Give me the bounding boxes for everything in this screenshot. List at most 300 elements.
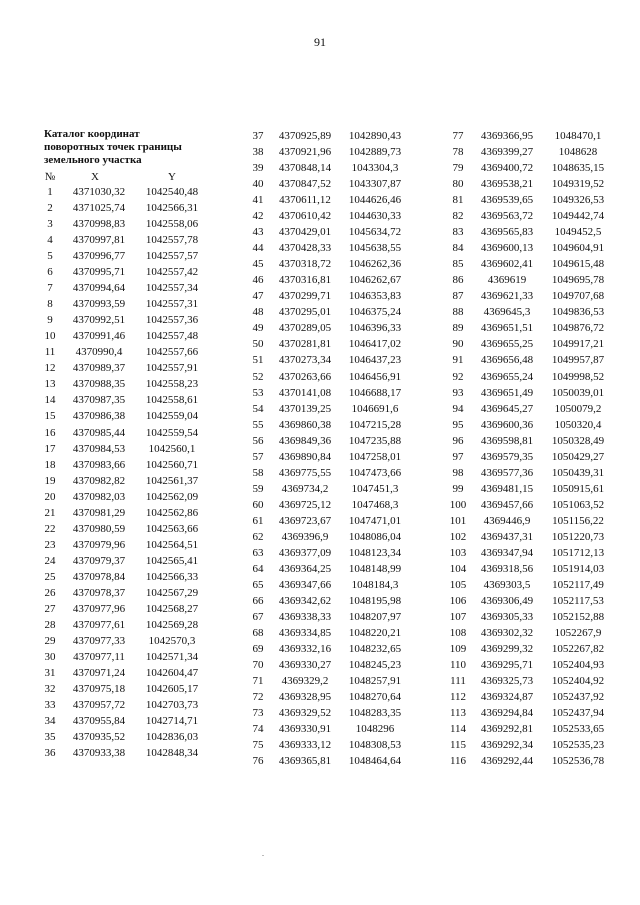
point-number: 17 (44, 442, 56, 455)
y-coordinate: 1042560,71 (145, 458, 199, 471)
point-number: 40 (252, 178, 264, 191)
x-coordinate: 4370316,81 (278, 274, 332, 287)
y-coordinate: 1042557,78 (145, 234, 199, 247)
y-coordinate: 1047468,3 (351, 498, 399, 511)
y-coordinate: 1042557,48 (145, 330, 199, 343)
point-number: 106 (449, 594, 467, 607)
x-coordinate: 4370985,44 (72, 426, 126, 439)
point-number: 87 (452, 290, 464, 303)
y-coordinate: 1042566,33 (145, 570, 199, 583)
point-number: 2 (47, 202, 53, 214)
x-coordinate: 4369305,33 (480, 610, 534, 623)
point-number: 54 (252, 402, 264, 415)
y-coordinate: 1048195,98 (348, 594, 402, 607)
y-coordinate: 1042564,51 (145, 538, 199, 551)
x-coordinate: 4369347,94 (480, 546, 534, 559)
y-coordinate: 1050439,31 (551, 466, 605, 479)
point-number: 98 (452, 466, 464, 479)
y-coordinate: 1047258,01 (348, 450, 402, 463)
x-coordinate: 4370982,82 (72, 474, 126, 487)
y-coordinate: 1042557,57 (145, 250, 199, 263)
x-coordinate: 4370980,59 (72, 522, 126, 535)
point-number: 112 (449, 691, 467, 704)
point-number: 58 (252, 466, 264, 479)
point-number: 41 (252, 194, 264, 207)
point-number: 18 (44, 458, 56, 471)
x-coordinate: 4369725,12 (278, 498, 332, 511)
x-coordinate: 4369295,71 (480, 659, 534, 671)
point-number: 44 (252, 242, 264, 255)
x-coordinate: 4369330,27 (278, 659, 332, 671)
point-number: 32 (44, 682, 56, 695)
point-number: 63 (252, 546, 264, 559)
point-number: 24 (44, 554, 56, 567)
y-coordinate: 1048123,34 (348, 546, 402, 559)
y-coordinate: 1042605,17 (145, 682, 199, 695)
y-coordinate: 1045638,55 (348, 242, 402, 255)
x-coordinate: 4369292,34 (480, 739, 534, 752)
point-number: 11 (44, 346, 56, 359)
y-coordinate: 1049326,53 (551, 194, 605, 207)
x-coordinate: 4369328,95 (278, 691, 332, 704)
x-coordinate: 4370979,96 (72, 538, 126, 551)
x-coordinate: 4369651,49 (480, 386, 534, 399)
y-coordinate: 1050039,01 (551, 386, 605, 399)
y-coordinate: 1052533,65 (551, 723, 605, 736)
y-coordinate: 1051220,73 (551, 530, 605, 543)
point-number: 100 (449, 498, 467, 511)
y-coordinate: 1042557,42 (145, 266, 199, 279)
x-coordinate: 4369318,56 (480, 562, 534, 575)
x-coordinate: 4369446,9 (483, 514, 531, 527)
point-number: 83 (452, 226, 464, 239)
x-coordinate: 4370998,83 (72, 218, 126, 231)
point-number: 29 (44, 634, 56, 647)
y-coordinate: 1052535,23 (551, 739, 605, 752)
y-coordinate: 1042557,36 (145, 314, 199, 327)
point-number: 19 (44, 474, 56, 487)
x-coordinate: 4370977,96 (72, 602, 126, 615)
y-coordinate: 1042890,43 (348, 130, 402, 142)
x-coordinate: 4370986,38 (72, 410, 126, 423)
point-number: 31 (44, 666, 56, 679)
point-number: 5 (47, 250, 53, 263)
point-number: 16 (44, 426, 56, 439)
x-coordinate: 4369324,87 (480, 691, 534, 704)
point-number: 1 (47, 186, 53, 198)
x-coordinate: 4370611,12 (279, 194, 331, 207)
point-number: 92 (452, 370, 464, 383)
x-coordinate: 4369302,32 (480, 626, 534, 639)
x-coordinate: 4370975,18 (72, 682, 126, 695)
x-coordinate: 4370977,11 (73, 650, 125, 663)
page-number: 91 (314, 35, 326, 49)
point-number: 80 (452, 178, 464, 191)
x-coordinate: 4370295,01 (278, 306, 332, 319)
x-coordinate: 4369365,81 (278, 755, 332, 768)
point-number: 89 (452, 322, 464, 335)
y-coordinate: 1049957,87 (551, 354, 605, 367)
x-coordinate: 4370933,38 (72, 747, 126, 760)
point-number: 14 (44, 394, 56, 407)
x-coordinate: 4370935,52 (72, 731, 126, 743)
point-number: 30 (44, 650, 56, 663)
point-number: 111 (450, 675, 466, 687)
column-header-x: X (91, 171, 99, 183)
x-coordinate: 4370955,84 (72, 715, 126, 727)
point-number: 107 (449, 610, 467, 623)
y-coordinate: 1049707,68 (551, 290, 605, 303)
point-number: 42 (252, 210, 264, 223)
point-number: 110 (449, 659, 467, 671)
point-number: 49 (252, 322, 264, 335)
y-coordinate: 1042566,31 (145, 202, 199, 214)
x-coordinate: 4369342,62 (278, 594, 332, 607)
y-coordinate: 1049319,52 (551, 178, 605, 191)
point-number: 113 (449, 707, 467, 720)
point-number: 45 (252, 258, 264, 271)
point-number: 36 (44, 747, 56, 760)
point-number: 97 (452, 450, 464, 463)
point-number: 39 (252, 162, 264, 175)
x-coordinate: 4369734,2 (281, 482, 329, 495)
y-coordinate: 1042559,04 (145, 410, 199, 423)
x-coordinate: 4370990,4 (75, 346, 123, 359)
x-coordinate: 4369563,72 (480, 210, 534, 223)
y-coordinate: 1043304,3 (351, 162, 399, 175)
x-coordinate: 4369299,32 (480, 643, 534, 655)
x-coordinate: 4369651,51 (480, 322, 534, 335)
y-coordinate: 1050320,4 (554, 418, 602, 431)
y-coordinate: 1048232,65 (348, 643, 402, 655)
x-coordinate: 4369332,16 (278, 643, 332, 655)
catalog-heading (44, 128, 214, 167)
x-coordinate: 4370971,24 (72, 666, 126, 679)
x-coordinate: 4370263,66 (278, 370, 332, 383)
point-number: 109 (449, 643, 467, 655)
point-number: 3 (47, 218, 53, 231)
x-coordinate: 4369656,48 (480, 354, 534, 367)
x-coordinate: 4369292,44 (480, 755, 534, 768)
x-coordinate: 4370989,37 (72, 362, 126, 375)
x-coordinate: 4369366,95 (480, 130, 534, 142)
y-coordinate: 1042558,23 (145, 378, 199, 391)
y-coordinate: 1042557,91 (145, 362, 199, 375)
x-coordinate: 4370957,72 (72, 699, 126, 711)
x-coordinate: 4370988,35 (72, 378, 126, 391)
point-number: 114 (449, 723, 467, 736)
y-coordinate: 1050328,49 (551, 434, 605, 447)
x-coordinate: 4369325,73 (480, 675, 534, 687)
x-coordinate: 4369330,91 (278, 723, 332, 736)
y-coordinate: 1042571,34 (145, 650, 199, 663)
y-coordinate: 1045634,72 (348, 226, 402, 239)
catalog-heading-line: земельного участка (44, 154, 142, 166)
point-number: 6 (47, 266, 53, 279)
y-coordinate: 1048628 (558, 146, 598, 158)
point-number: 57 (252, 450, 264, 463)
x-coordinate: 4370610,42 (278, 210, 332, 223)
x-coordinate: 4369306,49 (480, 594, 534, 607)
point-number: 22 (44, 522, 56, 535)
point-number: 12 (44, 362, 56, 375)
x-coordinate: 4369399,27 (480, 146, 534, 158)
x-coordinate: 4370921,96 (278, 146, 332, 158)
x-coordinate: 4370984,53 (72, 442, 126, 455)
point-number: 37 (252, 130, 264, 142)
x-coordinate: 4369849,36 (278, 434, 332, 447)
x-coordinate: 4369860,38 (278, 418, 332, 431)
y-coordinate: 1046375,24 (348, 306, 402, 319)
x-coordinate: 4370977,33 (72, 634, 126, 647)
point-number: 91 (452, 354, 464, 367)
y-coordinate: 1048086,04 (348, 530, 402, 543)
point-number: 81 (452, 194, 464, 207)
x-coordinate: 4369347,66 (278, 578, 332, 591)
y-coordinate: 1042557,66 (145, 346, 199, 359)
y-coordinate: 1050429,27 (551, 450, 605, 463)
point-number: 56 (252, 434, 264, 447)
x-coordinate: 4370981,29 (72, 506, 126, 519)
x-coordinate: 4370281,81 (278, 338, 332, 351)
y-coordinate: 1042604,47 (145, 666, 199, 679)
y-coordinate: 1048270,64 (348, 691, 402, 704)
point-number: 25 (44, 570, 56, 583)
x-coordinate: 4369329,52 (278, 707, 332, 720)
x-coordinate: 4370994,64 (72, 282, 126, 295)
x-coordinate: 4369600,13 (480, 242, 534, 255)
point-number: 34 (44, 715, 56, 727)
y-coordinate: 1048257,91 (348, 675, 402, 687)
x-coordinate: 4370992,51 (72, 314, 126, 327)
y-coordinate: 1047473,66 (348, 466, 402, 479)
y-coordinate: 1046353,83 (348, 290, 402, 303)
point-number: 13 (44, 378, 56, 391)
y-coordinate: 1049998,52 (551, 370, 605, 383)
point-number: 94 (452, 402, 464, 415)
y-coordinate: 1042558,06 (145, 218, 199, 231)
y-coordinate: 1048470,1 (554, 130, 602, 142)
point-number: 70 (252, 659, 264, 671)
x-coordinate: 4370139,25 (278, 402, 332, 415)
point-number: 71 (252, 675, 264, 687)
y-coordinate: 1052267,82 (551, 643, 605, 655)
y-coordinate: 1048283,35 (348, 707, 402, 720)
catalog-heading-line: поворотных точек границы (44, 141, 182, 153)
point-number: 35 (44, 731, 56, 743)
y-coordinate: 1042559,54 (145, 426, 199, 439)
y-coordinate: 1048308,53 (348, 739, 402, 752)
y-coordinate: 1042567,29 (145, 586, 199, 599)
y-coordinate: 1052404,92 (551, 675, 605, 687)
point-number: 53 (252, 386, 264, 399)
x-coordinate: 4370978,84 (72, 570, 126, 583)
point-number: 60 (252, 498, 264, 511)
y-coordinate: 1049695,78 (551, 274, 605, 287)
y-coordinate: 1051156,22 (552, 514, 604, 527)
y-coordinate: 1048635,15 (551, 162, 605, 175)
column-header-y: Y (168, 171, 176, 183)
x-coordinate: 4371025,74 (72, 202, 126, 214)
y-coordinate: 1048184,3 (351, 578, 399, 591)
point-number: 85 (452, 258, 464, 271)
x-coordinate: 4369481,15 (480, 482, 534, 495)
y-coordinate: 1042569,28 (145, 618, 199, 631)
y-coordinate: 1051914,03 (551, 562, 605, 575)
y-coordinate: 1042889,73 (348, 146, 402, 158)
point-number: 4 (47, 234, 53, 247)
y-coordinate: 1052404,93 (551, 659, 605, 671)
x-coordinate: 4369600,36 (480, 418, 534, 431)
y-coordinate: 1049604,91 (551, 242, 605, 255)
point-number: 102 (449, 530, 467, 543)
y-coordinate: 1048207,97 (348, 610, 402, 623)
point-number: 65 (252, 578, 264, 591)
x-coordinate: 4369437,31 (480, 530, 534, 543)
x-coordinate: 4369890,84 (278, 450, 332, 463)
y-coordinate: 1046688,17 (348, 386, 402, 399)
x-coordinate: 4369292,81 (480, 723, 534, 736)
point-number: 115 (449, 739, 467, 752)
x-coordinate: 4370925,89 (278, 130, 332, 142)
point-number: 108 (449, 626, 467, 639)
point-number: 72 (252, 691, 264, 704)
point-number: 69 (252, 643, 264, 655)
point-number: 74 (252, 723, 264, 736)
y-coordinate: 1046262,36 (348, 258, 402, 271)
point-number: 52 (252, 370, 264, 383)
x-coordinate: 4369565,83 (480, 226, 534, 239)
y-coordinate: 1049836,53 (551, 306, 605, 319)
y-coordinate: 1052536,78 (551, 755, 605, 768)
y-coordinate: 1048148,99 (348, 562, 402, 575)
y-coordinate: 1048245,23 (348, 659, 402, 671)
x-coordinate: 4369577,36 (480, 466, 534, 479)
y-coordinate: 1046417,02 (348, 338, 402, 351)
y-coordinate: 1048220,21 (348, 626, 402, 639)
x-coordinate: 4369539,65 (480, 194, 534, 207)
point-number: 46 (252, 274, 264, 287)
y-coordinate: 1042570,3 (148, 634, 196, 647)
y-coordinate: 1049917,21 (551, 338, 605, 351)
point-number: 10 (44, 330, 56, 343)
y-coordinate: 1042561,37 (145, 474, 199, 487)
point-number: 59 (252, 482, 264, 495)
x-coordinate: 4369775,55 (278, 466, 332, 479)
x-coordinate: 4369333,12 (278, 739, 332, 752)
point-number: 88 (452, 306, 464, 319)
y-coordinate: 1046437,23 (348, 354, 402, 367)
point-number: 7 (47, 282, 53, 295)
point-number: 90 (452, 338, 464, 351)
x-coordinate: 4370993,59 (72, 298, 126, 311)
y-coordinate: 1050915,61 (551, 482, 605, 495)
y-coordinate: 1051712,13 (551, 546, 605, 559)
x-coordinate: 4369655,24 (480, 370, 534, 383)
x-coordinate: 4370977,61 (72, 618, 126, 631)
y-coordinate: 1052267,9 (554, 626, 602, 639)
x-coordinate: 4369723,67 (278, 514, 332, 527)
x-coordinate: 4369400,72 (480, 162, 534, 175)
point-number: 68 (252, 626, 264, 639)
y-coordinate: 1049452,5 (554, 226, 602, 239)
point-number: 43 (252, 226, 264, 239)
point-number: 21 (44, 506, 56, 519)
point-number: 116 (449, 755, 467, 768)
y-coordinate: 1049442,74 (551, 210, 605, 223)
point-number: 9 (47, 314, 53, 327)
point-number: 101 (449, 514, 467, 527)
x-coordinate: 4369579,35 (480, 450, 534, 463)
point-number: 23 (44, 538, 56, 551)
point-number: 61 (252, 514, 264, 527)
x-coordinate: 4369538,21 (480, 178, 534, 191)
point-number: 55 (252, 418, 264, 431)
y-coordinate: 1048296 (355, 723, 395, 736)
x-coordinate: 4370848,14 (278, 162, 332, 175)
point-number: 99 (452, 482, 464, 495)
point-number: 96 (452, 434, 464, 447)
point-number: 33 (44, 699, 56, 711)
y-coordinate: 1042562,86 (145, 506, 199, 519)
y-coordinate: 1046262,67 (348, 274, 402, 287)
y-coordinate: 1042560,1 (148, 442, 196, 455)
y-coordinate: 1042568,27 (145, 602, 199, 615)
y-coordinate: 1048464,64 (348, 755, 402, 768)
point-number: 8 (47, 298, 53, 311)
point-number: 75 (252, 739, 264, 752)
point-number: 73 (252, 707, 264, 720)
y-coordinate: 1043307,87 (348, 178, 402, 191)
x-coordinate: 4369645,3 (483, 306, 531, 319)
x-coordinate: 4369294,84 (480, 707, 534, 720)
x-coordinate: 4371030,32 (72, 186, 126, 198)
scan-speck (262, 855, 264, 856)
point-number: 77 (452, 130, 464, 142)
point-number: 51 (252, 354, 264, 367)
x-coordinate: 4369621,33 (480, 290, 534, 303)
y-coordinate: 1052437,94 (551, 707, 605, 720)
x-coordinate: 4369303,5 (483, 578, 531, 591)
x-coordinate: 4370987,35 (72, 394, 126, 407)
point-number: 62 (252, 530, 264, 543)
point-number: 104 (449, 562, 467, 575)
point-number: 76 (252, 755, 264, 768)
point-number: 86 (452, 274, 464, 287)
x-coordinate: 4370289,05 (278, 322, 332, 335)
point-number: 82 (452, 210, 464, 223)
y-coordinate: 1042558,61 (145, 394, 199, 407)
y-coordinate: 1050079,2 (554, 402, 602, 415)
x-coordinate: 4369377,09 (278, 546, 332, 559)
point-number: 79 (452, 162, 464, 175)
point-number: 48 (252, 306, 264, 319)
x-coordinate: 4370318,72 (278, 258, 332, 271)
point-number: 105 (449, 578, 467, 591)
point-number: 64 (252, 562, 264, 575)
x-coordinate: 4370428,33 (278, 242, 332, 255)
point-number: 50 (252, 338, 264, 351)
point-number: 28 (44, 618, 56, 631)
x-coordinate: 4369364,25 (278, 562, 332, 575)
x-coordinate: 4369457,66 (480, 498, 534, 511)
x-coordinate: 4370979,37 (72, 554, 126, 567)
y-coordinate: 1047471,01 (348, 514, 402, 527)
y-coordinate: 1042563,66 (145, 522, 199, 535)
x-coordinate: 4370273,34 (278, 354, 332, 367)
x-coordinate: 4369334,85 (278, 626, 332, 639)
y-coordinate: 1051063,52 (551, 498, 605, 511)
